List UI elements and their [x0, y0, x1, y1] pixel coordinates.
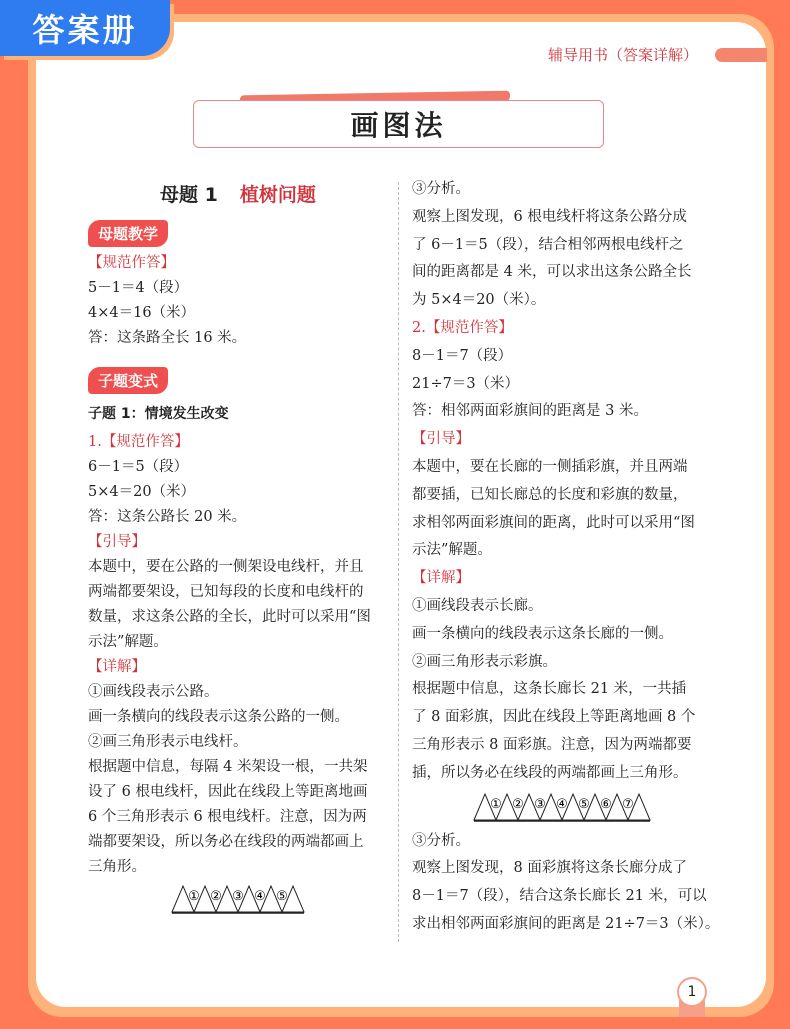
running-header: 辅导用书（答案详解） [547, 46, 698, 64]
text-line: 观察上图发现，8 面彩旗将这条长廊分成了 [412, 860, 687, 877]
segment-label: ④ [556, 796, 568, 812]
segment-label: ⑤ [578, 796, 590, 812]
text-line: 4×4＝16（米） [88, 305, 196, 321]
right-column [412, 176, 720, 939]
text-line: 本题中，要在长廊的一侧插彩旗，并且两端 [412, 458, 688, 475]
text-line: ②画三角形表示电线杆。 [88, 734, 248, 750]
text-line: 8－1＝7（段） [412, 347, 513, 364]
sub-question-title: 子题 1：情境发生改变 [88, 406, 229, 422]
text-line: 三角形。 [88, 859, 146, 875]
text-line: ②画三角形表示彩旗。 [412, 653, 557, 670]
text-line: 设了 6 根电线杆，因此在线段上等距离地画 [88, 784, 368, 800]
badge-mother-teaching: 母题教学 [88, 220, 168, 247]
text-line: 6－1＝5（段） [88, 459, 189, 475]
text-line: 求出相邻两面彩旗间的距离是 21÷7＝3（米）。 [412, 915, 720, 932]
text-line: 5×4＝20（米） [88, 484, 196, 500]
answer-block-1 [88, 251, 388, 351]
text-line: 根据题中信息，这条长廊长 21 米，一共插 [412, 681, 687, 698]
guide-text [88, 555, 388, 655]
text-line: 示法”解题。 [412, 542, 492, 559]
segment-label: ① [188, 889, 200, 904]
detail-text [88, 680, 388, 880]
column-divider [398, 182, 399, 942]
text-line: ③分析。 [412, 181, 470, 197]
text-line: 本题中，要在公路的一侧架设电线杆，并且 [88, 559, 364, 575]
text-line: 答：这条公路长 20 米。 [88, 509, 247, 525]
text-line: 根据题中信息，每隔 4 米架设一根，一共架 [88, 759, 368, 775]
text-line: 画一条横向的线段表示这条公路的一侧。 [88, 709, 349, 725]
detail-label: 【详解】 [88, 659, 146, 675]
analysis-block-1 [412, 176, 712, 315]
text-line: 三角形表示 8 面彩旗。注意，因为两端都要 [412, 736, 692, 753]
text-line: ③分析。 [412, 832, 470, 849]
segment-label: ⑦ [622, 796, 634, 812]
detail-text [412, 593, 712, 788]
text-line: 为 5×4＝20（米）。 [412, 292, 546, 309]
text-line: 示法”解题。 [88, 634, 168, 650]
header-decoration [715, 48, 767, 62]
segment-label: ③ [534, 796, 546, 812]
guide-label: 【引导】 [88, 534, 146, 550]
left-column [88, 180, 388, 920]
badge-sub-variation: 子题变式 [88, 367, 168, 394]
guide-label: 【引导】 [412, 431, 470, 448]
text-line: 答：这条路全长 16 米。 [88, 330, 247, 346]
text-line: 观察上图发现，6 根电线杆将这条公路分成 [412, 208, 687, 225]
segment-label: ② [512, 796, 524, 812]
text-line: 间的距离都是 4 米，可以求出这条公路全长 [412, 264, 692, 281]
text-line: 21÷7＝3（米） [412, 375, 520, 392]
text-line: ①画线段表示长廊。 [412, 597, 543, 614]
answer-book-tag: 答案册 [0, 0, 170, 56]
segment-label: ① [490, 796, 502, 812]
answer-block-3 [412, 315, 712, 426]
page-title: 画图法 [193, 100, 604, 148]
text-line: 5－1＝4（段） [88, 280, 189, 296]
section-name: 植树问题 [239, 184, 316, 206]
section-prefix: 母题 1 [160, 184, 218, 206]
text-line: 插，所以务必在线段的两端都画上三角形。 [412, 764, 688, 781]
page-number: 1 [677, 977, 707, 1007]
text-line: 8－1＝7（段），结合这条长廊长 21 米，可以 [412, 888, 707, 905]
segment-label: ② [210, 889, 222, 904]
text-line: 了 8 面彩旗，因此在线段上等距离地画 8 个 [412, 709, 696, 726]
guide-text [412, 454, 712, 565]
pole-diagram [170, 884, 306, 916]
text-line: 2.【规范作答】 [412, 319, 513, 336]
segment-label: ⑤ [276, 889, 288, 904]
answer-block-2 [88, 430, 388, 530]
text-line: 答：相邻两面彩旗间的距离是 3 米。 [412, 403, 648, 420]
text-line: 1.【规范作答】 [88, 434, 189, 450]
analysis-block-2 [412, 828, 720, 939]
text-line: 两端都要架设，已知每段的长度和电线杆的 [88, 584, 364, 600]
text-line: 画一条横向的线段表示这条长廊的一侧。 [412, 625, 673, 642]
text-line: ①画线段表示公路。 [88, 684, 219, 700]
text-line: 求相邻两面彩旗间的距离，此时可以采用“图 [412, 514, 695, 531]
segment-label: ⑥ [600, 796, 612, 812]
text-line: 6 个三角形表示 6 根电线杆。注意，因为两 [88, 809, 367, 825]
segment-label: ④ [254, 889, 266, 904]
segment-label: ③ [232, 889, 244, 904]
text-line: 数量，求这条公路的全长，此时可以采用“图 [88, 609, 371, 625]
section-heading [88, 180, 388, 210]
text-line: 都要插，已知长廊总的长度和彩旗的数量， [412, 486, 688, 503]
flag-diagram [472, 792, 652, 824]
text-line: 【规范作答】 [88, 255, 175, 271]
text-line: 了 6－1＝5（段），结合相邻两根电线杆之 [412, 236, 684, 253]
detail-label: 【详解】 [412, 570, 470, 587]
text-line: 端都要架设，所以务必在线段的两端都画上 [88, 834, 364, 850]
